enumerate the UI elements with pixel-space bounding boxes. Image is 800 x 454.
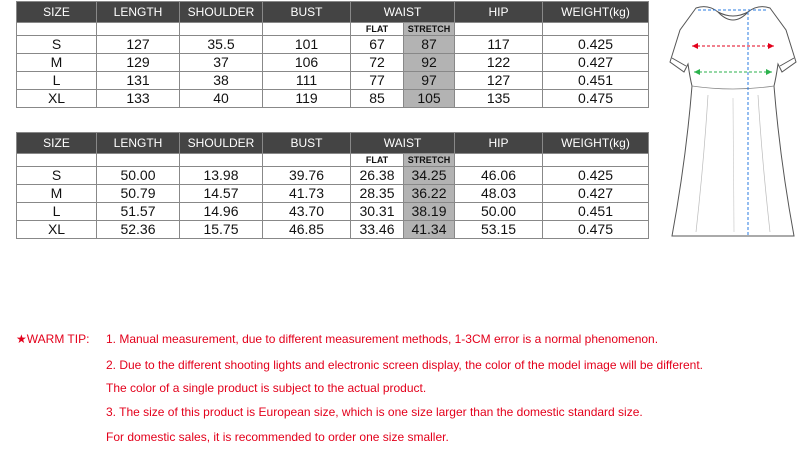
header-length: LENGTH (97, 133, 180, 154)
header-weight: WEIGHT(kg) (543, 2, 649, 23)
cell-bust: 119 (263, 90, 351, 108)
cell-weight: 0.475 (543, 90, 649, 108)
table-row (17, 185, 649, 203)
cell-size: M (17, 54, 97, 72)
cell-waist-flat: 77 (351, 72, 404, 90)
tip-line-4: 3. The size of this product is European size, which is one size larger than the domestic standard size. (106, 405, 643, 419)
cell-bust: 106 (263, 54, 351, 72)
header-hip: HIP (455, 2, 543, 23)
cell-bust: 111 (263, 72, 351, 90)
cell-size: XL (17, 221, 97, 239)
cell-length: 50.79 (97, 185, 180, 203)
header-length: LENGTH (97, 2, 180, 23)
cell-waist-flat: 67 (351, 36, 404, 54)
tip-line-1: 1. Manual measurement, due to different measurement methods, 1-3CM error is a normal phenomenon. (106, 332, 659, 346)
cell-hip: 127 (455, 72, 543, 90)
cell-weight: 0.425 (543, 36, 649, 54)
cell-length: 52.36 (97, 221, 180, 239)
cell-waist-stretch: 97 (404, 72, 455, 90)
cell-waist-stretch: 41.34 (404, 221, 455, 239)
header-hip: HIP (455, 133, 543, 154)
cell-waist-flat: 33.46 (351, 221, 404, 239)
cell-shoulder: 37 (180, 54, 263, 72)
cell-shoulder: 38 (180, 72, 263, 90)
cell-bust: 41.73 (263, 185, 351, 203)
header-size: SIZE (17, 2, 97, 23)
tip-line-3: The color of a single product is subject to the actual product. (106, 381, 427, 395)
cell-hip: 117 (455, 36, 543, 54)
cell-waist-stretch: 34.25 (404, 167, 455, 185)
cell-bust: 39.76 (263, 167, 351, 185)
header-bust: BUST (263, 133, 351, 154)
cell-waist-flat: 28.35 (351, 185, 404, 203)
table-header-row (17, 133, 649, 154)
warm-tip-label: WARM TIP: (26, 332, 90, 346)
header-shoulder: SHOULDER (180, 133, 263, 154)
cell-shoulder: 40 (180, 90, 263, 108)
cell-length: 129 (97, 54, 180, 72)
cell-weight: 0.451 (543, 72, 649, 90)
cell-waist-stretch: 36.22 (404, 185, 455, 203)
cell-weight: 0.475 (543, 221, 649, 239)
cell-weight: 0.425 (543, 167, 649, 185)
size-table-inch (16, 132, 649, 239)
cell-waist-stretch: 105 (404, 90, 455, 108)
cell-size: XL (17, 90, 97, 108)
cell-size: M (17, 185, 97, 203)
cell-length: 133 (97, 90, 180, 108)
table-subheader-row (17, 23, 649, 36)
table-row (17, 54, 649, 72)
cell-bust: 43.70 (263, 203, 351, 221)
table-header-row (17, 2, 649, 23)
cell-bust: 46.85 (263, 221, 351, 239)
subheader-stretch: STRETCH (404, 23, 455, 36)
header-waist: WAIST (351, 133, 455, 154)
cell-waist-stretch: 38.19 (404, 203, 455, 221)
header-bust: BUST (263, 2, 351, 23)
subheader-flat: FLAT (351, 154, 404, 167)
star-icon: ★ (16, 332, 27, 346)
header-weight: WEIGHT(kg) (543, 133, 649, 154)
table-row (17, 221, 649, 239)
cell-weight: 0.427 (543, 185, 649, 203)
subheader-flat: FLAT (351, 23, 404, 36)
cell-waist-flat: 85 (351, 90, 404, 108)
cell-weight: 0.451 (543, 203, 649, 221)
cell-hip: 122 (455, 54, 543, 72)
cell-waist-stretch: 92 (404, 54, 455, 72)
cell-shoulder: 35.5 (180, 36, 263, 54)
cell-shoulder: 14.96 (180, 203, 263, 221)
cell-size: S (17, 36, 97, 54)
cell-waist-flat: 72 (351, 54, 404, 72)
cell-length: 127 (97, 36, 180, 54)
cell-hip: 135 (455, 90, 543, 108)
header-shoulder: SHOULDER (180, 2, 263, 23)
cell-size: L (17, 72, 97, 90)
table-row (17, 203, 649, 221)
cell-weight: 0.427 (543, 54, 649, 72)
tip-line-5: For domestic sales, it is recommended to order one size smaller. (106, 430, 449, 444)
tip-line-2: 2. Due to the different shooting lights and electronic screen display, the color of the model image will be different. (106, 358, 704, 372)
cell-shoulder: 13.98 (180, 167, 263, 185)
cell-size: S (17, 167, 97, 185)
cell-waist-flat: 30.31 (351, 203, 404, 221)
table-row (17, 36, 649, 54)
header-waist: WAIST (351, 2, 455, 23)
cell-length: 50.00 (97, 167, 180, 185)
subheader-stretch: STRETCH (404, 154, 455, 167)
cell-hip: 48.03 (455, 185, 543, 203)
cell-shoulder: 14.57 (180, 185, 263, 203)
cell-shoulder: 15.75 (180, 221, 263, 239)
dress-measurement-icon (668, 0, 798, 244)
table-row (17, 72, 649, 90)
table-subheader-row (17, 154, 649, 167)
table-row (17, 90, 649, 108)
cell-size: L (17, 203, 97, 221)
cell-hip: 53.15 (455, 221, 543, 239)
cell-bust: 101 (263, 36, 351, 54)
cell-waist-flat: 26.38 (351, 167, 404, 185)
cell-length: 131 (97, 72, 180, 90)
cell-waist-stretch: 87 (404, 36, 455, 54)
header-size: SIZE (17, 133, 97, 154)
cell-hip: 46.06 (455, 167, 543, 185)
table-row (17, 167, 649, 185)
cell-hip: 50.00 (455, 203, 543, 221)
cell-length: 51.57 (97, 203, 180, 221)
size-table-cm (16, 1, 649, 108)
